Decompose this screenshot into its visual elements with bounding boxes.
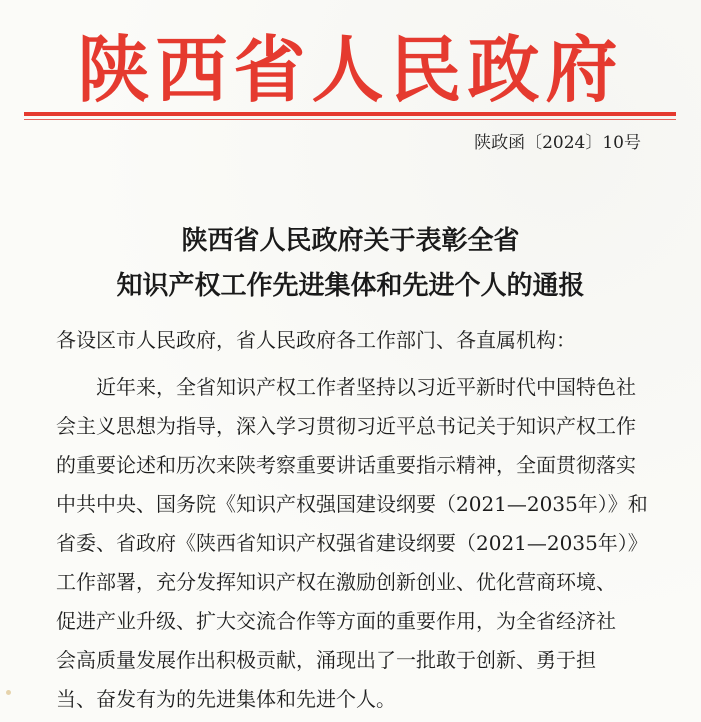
document-title-line-2: 知识产权工作先进集体和先进个人的通报	[116, 271, 585, 301]
recipients-line: 各设区市人民政府，省人民政府各工作部门、各直属机构：	[56, 328, 576, 352]
masthead-title: 陕西省人民政府	[77, 27, 624, 112]
body-line: 近年来，全省知识产权工作者坚持以习近平新时代中国特色社	[96, 375, 636, 399]
body-line: 的重要论述和历次来陕考察重要讲话重要指示精神，全面贯彻落实	[56, 453, 636, 477]
body-line: 会主义思想为指导，深入学习贯彻习近平总书记关于知识产权工作	[56, 414, 636, 438]
body-line: 会高质量发展作出积极贡献，涌现出了一批敢于创新、勇于担	[56, 648, 596, 672]
masthead-red-rule-thin	[24, 119, 676, 120]
document-number: 陕政函〔2024〕10号	[474, 133, 641, 153]
body-line: 当、奋发有为的先进集体和先进个人。	[56, 687, 396, 711]
body-line: 工作部署，充分发挥知识产权在激励创新创业、优化营商环境、	[56, 570, 616, 594]
masthead-red-rule	[24, 112, 676, 116]
body-line: 省委、省政府《陕西省知识产权强省建设纲要（2021—2035年）》	[56, 531, 648, 555]
body-line: 中共中央、国务院《知识产权强国建设纲要（2021—2035年）》和	[56, 492, 648, 516]
body-line: 促进产业升级、扩大交流合作等方面的重要作用，为全省经济社	[56, 609, 616, 633]
paper-speck	[6, 690, 11, 695]
document-title-line-1: 陕西省人民政府关于表彰全省	[181, 226, 520, 256]
